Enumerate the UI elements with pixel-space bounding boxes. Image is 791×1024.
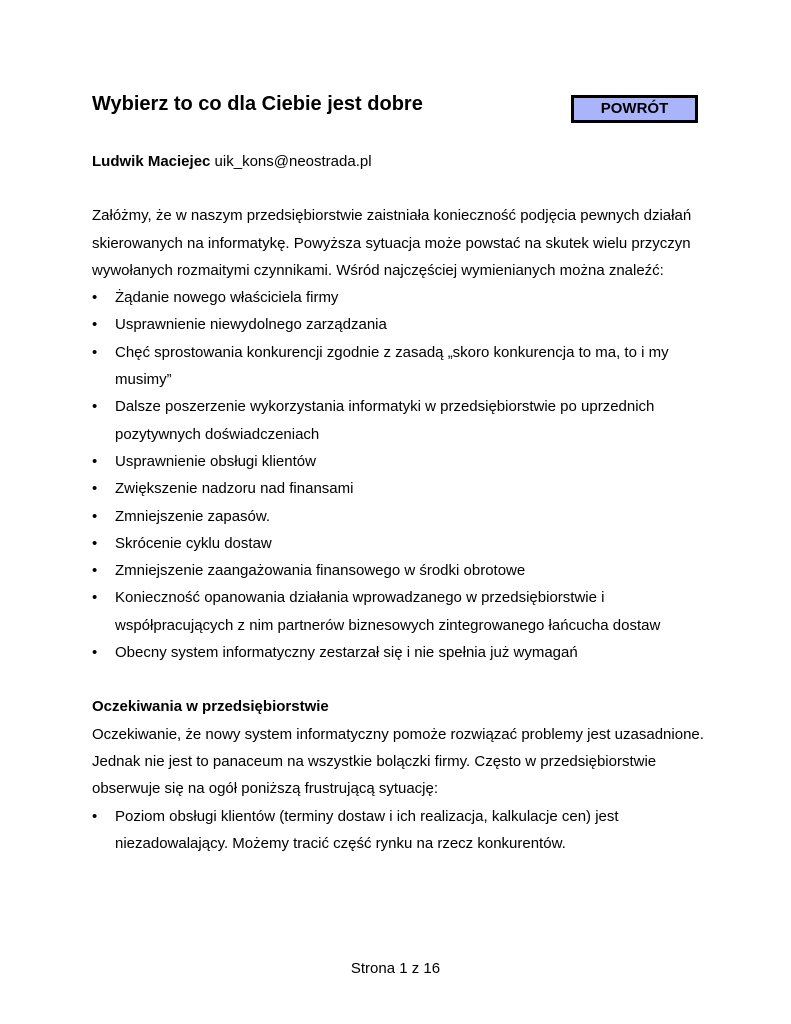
list-item-text: Poziom obsługi klientów (terminy dostaw i ich realizacja, kalkulacje cen) jest niezadowalający. Możemy tracić część rynku na rzecz konkurentów. <box>115 807 619 852</box>
list-item <box>92 448 712 475</box>
list-item-text: Usprawnienie niewydolnego zarządzania <box>115 316 387 334</box>
bullet-icon: • <box>92 644 98 662</box>
list-item <box>92 503 712 530</box>
list-item <box>92 557 712 584</box>
list-item-text: Dalsze poszerzenie wykorzystania informatyki w przedsiębiorstwie po uprzednich pozytywnych doświadczeniach <box>115 398 655 443</box>
bullet-icon: • <box>92 507 98 525</box>
intro-paragraph: Załóżmy, że w naszym przedsiębiorstwie zaistniała konieczność podjęcia pewnych działań skierowanych na informatykę. Powyższa sytuacja może powstać na skutek wielu przyczyn wywołanych rozmaitymi czynnikami. Wśród najczęściej wymienianych można znaleźć: <box>92 207 692 279</box>
bullet-icon: • <box>92 343 98 361</box>
bullet-icon: • <box>92 398 98 416</box>
page-title: Wybierz to co dla Ciebie jest dobre <box>92 93 423 115</box>
back-button[interactable]: POWRÓT <box>571 95 698 123</box>
bullet-icon: • <box>92 589 98 607</box>
list-item-text: Zmniejszenie zapasów. <box>115 507 271 525</box>
list-item <box>92 311 712 338</box>
section-list <box>92 803 712 858</box>
section-paragraph: Oczekiwanie, że nowy system informatyczny pomoże rozwiązać problemy jest uzasadnione. Jednak nie jest to panaceum na wszystkie bolączki firmy. Często w przedsiębiorstwie obserwuje się na ogół poniższą frustrującą sytuację: <box>92 725 704 798</box>
author-line <box>92 148 712 175</box>
list-item-text: Żądanie nowego właściciela firmy <box>115 289 339 307</box>
list-item-text: Konieczność opanowania działania wprowadzanego w przedsiębiorstwie i współpracujących z nim partnerów biznesowych zintegrowanego łańcucha dostaw <box>115 589 661 634</box>
list-item <box>92 475 712 502</box>
bullet-icon: • <box>92 562 98 580</box>
list-item-text: Zwiększenie nadzoru nad finansami <box>115 480 354 498</box>
list-item-text: Skrócenie cyklu dostaw <box>115 534 272 552</box>
list-item <box>92 339 712 394</box>
list-item <box>92 803 712 858</box>
list-item-text: Chęć sprostowania konkurencji zgodnie z zasadą „skoro konkurencja to ma, to i my musimy” <box>115 343 669 389</box>
list-item <box>92 284 712 311</box>
section-heading: Oczekiwania w przedsiębiorstwie <box>92 698 329 716</box>
list-item-text: Usprawnienie obsługi klientów <box>115 452 316 470</box>
bullet-icon: • <box>92 480 98 498</box>
page-number: Strona 1 z 16 <box>350 960 441 977</box>
list-item <box>92 393 712 448</box>
list-item <box>92 530 712 557</box>
bullet-icon: • <box>92 452 98 470</box>
bullet-icon: • <box>92 316 98 334</box>
list-item <box>92 639 712 666</box>
list-item-text: Zmniejszenie zaangażowania finansowego w środki obrotowe <box>115 562 526 580</box>
reasons-list <box>92 284 712 666</box>
list-item-text: Obecny system informatyczny zestarzał się i nie spełnia już wymagań <box>115 644 578 662</box>
bullet-icon: • <box>92 534 98 552</box>
list-item <box>92 584 712 639</box>
bullet-icon: • <box>92 289 98 307</box>
bullet-icon: • <box>92 807 98 825</box>
author-name: Ludwik Maciejec <box>92 153 211 170</box>
document-body <box>92 148 712 857</box>
author-email[interactable]: uik_kons@neostrada.pl <box>214 153 372 170</box>
